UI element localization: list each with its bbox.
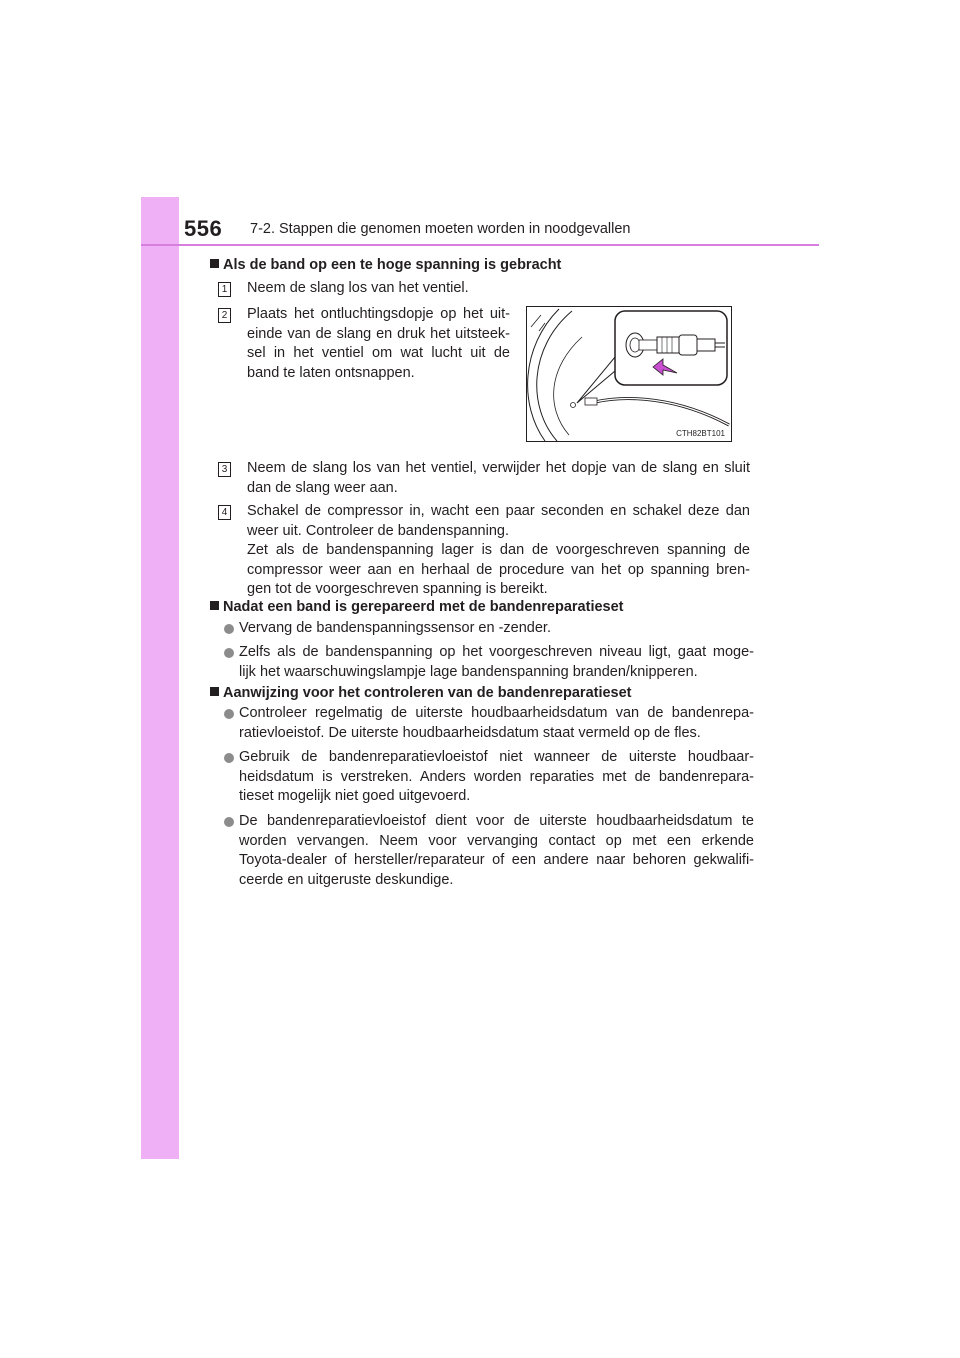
step-line: band te laten ontsnappen. [247, 364, 415, 381]
step-number-badge: 1 [218, 282, 231, 297]
bullet-dot-icon [224, 817, 234, 827]
bullet-dot-icon [224, 624, 234, 634]
chapter-sidebar-tab [141, 197, 179, 1159]
step-line: Plaats het ontluchtingsdopje op het uit- [247, 306, 510, 322]
step-line: Neem de slang los van het ventiel, verwijder het dopje van de slang en sluit [247, 460, 750, 476]
bullet-line: lijk het waarschuwingslampje lage bandenspanning branden/knipperen. [239, 663, 698, 680]
step-line: Neem de slang los van het ventiel. [247, 280, 469, 296]
step-number-badge: 2 [218, 308, 231, 323]
square-bullet-icon [210, 687, 219, 696]
step-line: sel in het ventiel om wat lucht uit de [247, 345, 510, 361]
figure-code: CTH82BT101 [676, 429, 725, 438]
sub-heading-check-kit [210, 684, 632, 704]
sub-heading-text: Nadat een band is gerepareerd met de bandenreparatieset [223, 599, 624, 615]
step-line: Zet als de bandenspanning lager is dan de voorgeschreven spanning de [247, 542, 750, 558]
tire-valve-illustration [526, 306, 732, 442]
valve [571, 403, 576, 408]
step-line: weer uit. Controleer de bandenspanning. [247, 522, 509, 539]
tire-valve-drawing [527, 307, 731, 441]
bullet-line: Zelfs als de bandenspanning op het voorgeschreven niveau ligt, gaat moge- [239, 644, 754, 660]
bullet-line: worden vervangen. Neem voor vervanging contact op met een erkende [239, 832, 754, 849]
hose [595, 399, 729, 425]
step-line: dan de slang weer aan. [247, 479, 398, 496]
bullet-dot-icon [224, 709, 234, 719]
bullet-line: heidsdatum is verstreken. Anders worden reparaties met de bandenrepara- [239, 768, 754, 785]
sub-heading-text: Als de band op een te hoge spanning is gebracht [223, 257, 562, 273]
sub-heading-after-repair [210, 598, 624, 618]
bullet-line: tieset mogelijk niet goed uitgevoerd. [239, 788, 471, 804]
bullet-line: Gebruik de bandenreparatievloeistof niet wanneer de uiterste houdbaar- [239, 749, 754, 765]
sub-heading-text: Aanwijzing voor het controleren van de bandenreparatieset [223, 685, 632, 701]
step-number-badge: 4 [218, 505, 231, 520]
bullet-line: De bandenreparatievloeistof dient voor de uiterste houdbaarheidsdatum te [239, 813, 754, 829]
bullet-dot-icon [224, 753, 234, 763]
bullet-line: Vervang de bandenspanningssensor en -zender. [239, 620, 551, 636]
rim-outline [554, 337, 582, 435]
step-line: gen tot de voorgeschreven spanning is bereikt. [247, 581, 548, 597]
bullet-line: Controleer regelmatig de uiterste houdbaarheidsdatum van de bandenrepa- [239, 705, 754, 721]
step-number-badge: 3 [218, 462, 231, 477]
sub-heading-overinflated [210, 256, 561, 276]
bullet-dot-icon [224, 648, 234, 658]
page-number: 556 [184, 216, 223, 241]
header-rule [141, 244, 819, 246]
step-line: Schakel de compressor in, wacht een paar seconden en schakel deze dan [247, 503, 750, 519]
bullet-line: ceerde en uitgeruste deskundige. [239, 871, 454, 888]
tire-outline [528, 309, 559, 441]
section-title: 7-2. Stappen die genomen moeten worden in noodgevallen [250, 221, 631, 237]
step-line: compressor weer aan en herhaal de procedure van het op spanning bren- [247, 561, 750, 578]
square-bullet-icon [210, 259, 219, 268]
valve-connector [585, 398, 597, 405]
bullet-line: Toyota-dealer of hersteller/reparateur of een andere naar behoren gekwalifi- [239, 852, 754, 868]
square-bullet-icon [210, 601, 219, 610]
bullet-line: ratievloeistof. De uiterste houdbaarheidsdatum staat vermeld op de fles. [239, 724, 701, 741]
step-line: einde van de slang en druk het uitsteek- [247, 325, 510, 342]
